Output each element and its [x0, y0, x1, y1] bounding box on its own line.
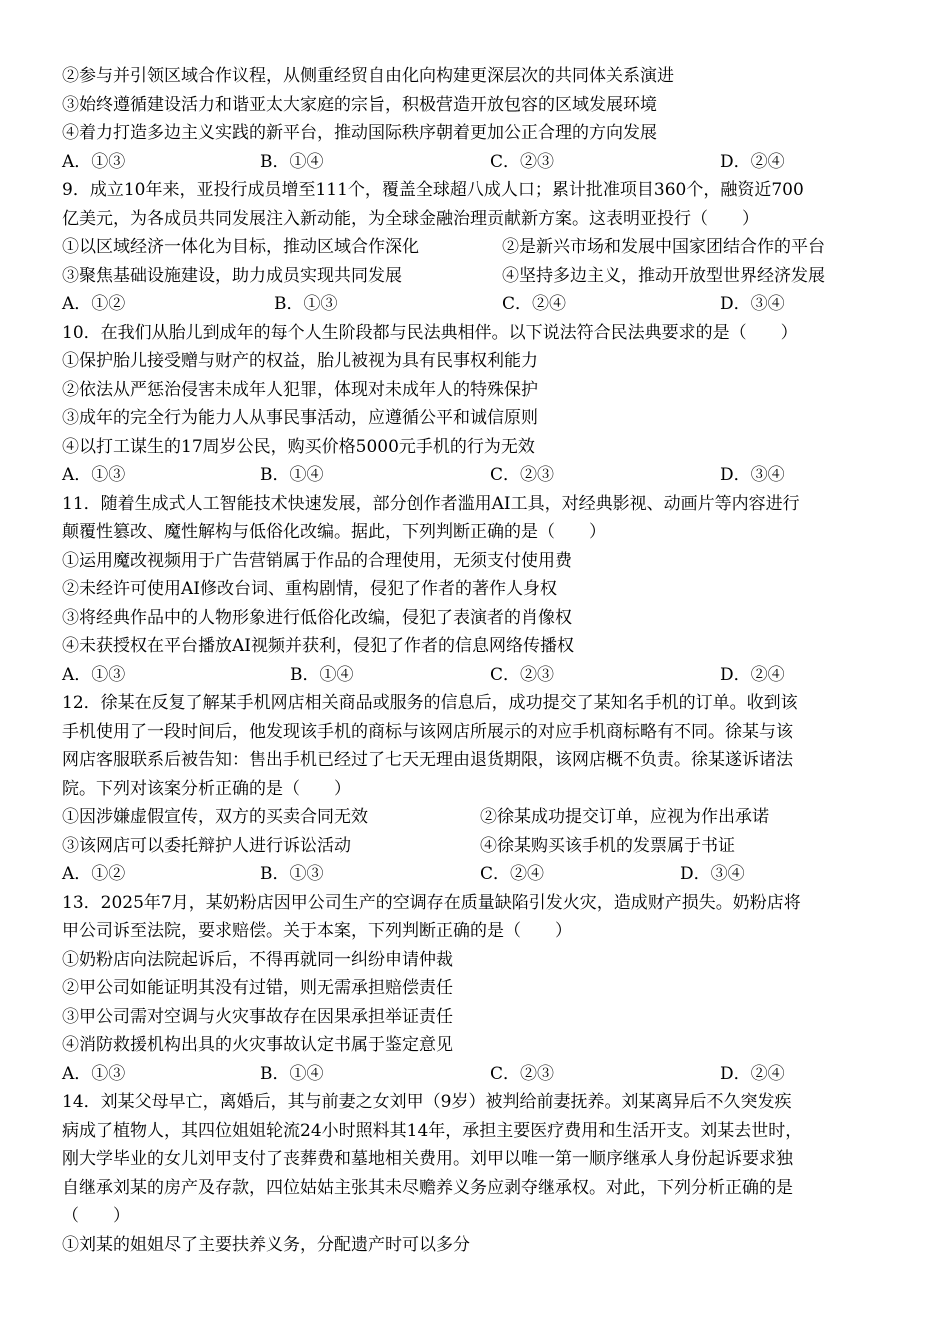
- q8-answer-a[interactable]: A．①③: [62, 151, 126, 172]
- q9-answer-d[interactable]: D．③④: [720, 294, 785, 314]
- q13-answer-row: [62, 1060, 892, 1089]
- q9-option-3: ③聚焦基础设施建设，助力成员实现共同发展: [62, 265, 402, 286]
- q9-answer-b[interactable]: B．①③: [274, 294, 338, 314]
- q9-option-4: ④坚持多边主义，推动开放型世界经济发展: [502, 265, 825, 286]
- q11-option-2: ②未经许可使用AI修改台词、重构剧情，侵犯了作者的著作人身权: [62, 579, 557, 599]
- q12-option-row: [62, 832, 892, 861]
- q10-option-4: ④以打工谋生的17周岁公民，购买价格5000元手机的行为无效: [62, 436, 535, 457]
- q11-answer-d[interactable]: D．②④: [720, 664, 785, 685]
- q10-option-3: ③成年的完全行为能力人从事民事活动，应遵循公平和诚信原则: [62, 408, 538, 428]
- q12-stem-line: 网店客服联系后被告知：售出手机已经过了七天无理由退货期限，该网店概不负责。徐某遂诉诸法: [62, 750, 793, 770]
- q12-option-row: [62, 803, 892, 832]
- q13-option-1: ①奶粉店向法院起诉后，不得再就同一纠纷申请仲裁: [62, 949, 453, 970]
- q10-answer-d[interactable]: D．③④: [720, 465, 785, 485]
- q11-answer-a[interactable]: A．①③: [62, 664, 126, 685]
- q14-stem-line: 病成了植物人，其四位姐姐轮流24小时照料其14年，承担主要医疗费用和生活开支。刘某去世时，: [62, 1120, 803, 1141]
- q13-answer-a[interactable]: A．①③: [62, 1063, 126, 1084]
- q13-option-3: ③甲公司需对空调与火灾事故存在因果承担举证责任: [62, 1006, 453, 1027]
- q12-option-3: ③该网店可以委托辩护人进行诉讼活动: [62, 835, 351, 856]
- q12-stem-line: 12．徐某在反复了解某手机网店相关商品或服务的信息后，成功提交了某知名手机的订单。收到该: [62, 693, 798, 713]
- q9-stem-line: 9．成立10年来，亚投行成员增至111个，覆盖全球超八成人口；累计批准项目360个，融资近700: [62, 180, 804, 200]
- q12-stem-line: 手机使用了一段时间后，他发现该手机的商标与该网店所展示的对应手机商标略有不同。徐某与该: [62, 721, 793, 742]
- q12-answer-a[interactable]: A．①②: [62, 864, 126, 884]
- q10-answer-row: [62, 461, 892, 490]
- q13-stem-line: 13．2025年7月，某奶粉店因甲公司生产的空调存在质量缺陷引发火灾，造成财产损失。奶粉店将: [62, 892, 801, 913]
- q10-answer-c[interactable]: C．②③: [490, 465, 555, 485]
- q10-stem-line: 10．在我们从胎儿到成年的每个人生阶段都与民法典相伴。以下说法符合民法典要求的是（ ）: [62, 322, 798, 343]
- q10-option-1: ①保护胎儿接受赠与财产的权益，胎儿被视为具有民事权利能力: [62, 351, 538, 371]
- q12-answer-b[interactable]: B．①③: [260, 864, 324, 884]
- q8-option-3: ③始终遵循建设活力和谐亚太大家庭的宗旨，积极营造开放包容的区域发展环境: [62, 94, 657, 115]
- q8-answer-c[interactable]: C．②③: [490, 151, 555, 172]
- q11-answer-b[interactable]: B．①④: [290, 664, 354, 685]
- q9-answer-c[interactable]: C．②④: [502, 294, 567, 314]
- q10-answer-b[interactable]: B．①④: [260, 465, 324, 485]
- q10-option-2: ②依法从严惩治侵害未成年人犯罪，体现对未成年人的特殊保护: [62, 379, 538, 400]
- q9-option-2: ②是新兴市场和发展中国家团结合作的平台: [502, 237, 825, 257]
- q8-option-4: ④着力打造多边主义实践的新平台，推动国际秩序朝着更加公正合理的方向发展: [62, 123, 657, 143]
- q14-stem-line: 刚大学毕业的女儿刘甲支付了丧葬费和墓地相关费用。刘甲以唯一第一顺序继承人身份起诉要求独: [62, 1149, 793, 1169]
- q13-option-2: ②甲公司如能证明其没有过错，则无需承担赔偿责任: [62, 978, 453, 998]
- q11-option-4: ④未获授权在平台播放AI视频并获利，侵犯了作者的信息网络传播权: [62, 636, 574, 656]
- q9-stem-line: 亿美元，为各成员共同发展注入新动能，为全球金融治理贡献新方案。这表明亚投行（ ）: [62, 208, 759, 229]
- q12-answer-row: [62, 860, 892, 889]
- q8-option-2: ②参与并引领区域合作议程，从侧重经贸自由化向构建更深层次的共同体关系演进: [62, 66, 674, 86]
- q11-stem-line: 颠覆性篡改、魔性解构与低俗化改编。据此，下列判断正确的是（ ）: [62, 522, 606, 542]
- q13-answer-c[interactable]: C．②③: [490, 1063, 555, 1084]
- q11-answer-row: [62, 661, 892, 690]
- q11-option-3: ③将经典作品中的人物形象进行低俗化改编，侵犯了表演者的肖像权: [62, 607, 572, 628]
- q12-stem-line: 院。下列对该案分析正确的是（ ）: [62, 778, 351, 799]
- q12-answer-d[interactable]: D．③④: [680, 864, 745, 884]
- q8-answer-b[interactable]: B．①④: [260, 151, 324, 172]
- q8-answer-d[interactable]: D．②④: [720, 151, 785, 172]
- q12-answer-c[interactable]: C．②④: [480, 864, 545, 884]
- q9-answer-a[interactable]: A．①②: [62, 294, 126, 314]
- q12-option-4: ④徐某购买该手机的发票属于书证: [480, 835, 735, 856]
- q9-option-row: [62, 262, 892, 291]
- q12-option-2: ②徐某成功提交订单，应视为作出承诺: [480, 807, 769, 827]
- q13-stem-line: 甲公司诉至法院，要求赔偿。关于本案，下列判断正确的是（ ）: [62, 921, 572, 941]
- q9-answer-row: [62, 290, 892, 319]
- q9-option-row: [62, 233, 892, 262]
- exam-page: [62, 62, 892, 1259]
- q13-answer-b[interactable]: B．①④: [260, 1063, 324, 1084]
- q12-option-1: ①因涉嫌虚假宣传，双方的买卖合同无效: [62, 807, 368, 827]
- q14-stem-line: 自继承刘某的房产及存款，四位姑姑主张其未尽赡养义务应剥夺继承权。对此，下列分析正确的是: [62, 1177, 793, 1198]
- q11-stem-line: 11．随着生成式人工智能技术快速发展，部分创作者滥用AI工具，对经典影视、动画片等内容进行: [62, 493, 800, 514]
- q14-stem-line: （ ）: [62, 1206, 130, 1226]
- q8-answer-row: [62, 148, 892, 177]
- q9-option-1: ①以区域经济一体化为目标，推动区域合作深化: [62, 237, 419, 257]
- q10-answer-a[interactable]: A．①③: [62, 465, 126, 485]
- q14-option-1: ①刘某的姐姐尽了主要扶养义务，分配遗产时可以多分: [62, 1234, 470, 1255]
- q11-option-1: ①运用魔改视频用于广告营销属于作品的合理使用，无须支付使用费: [62, 550, 572, 571]
- q13-option-4: ④消防救援机构出具的火灾事故认定书属于鉴定意见: [62, 1035, 453, 1055]
- q11-answer-c[interactable]: C．②③: [490, 664, 555, 685]
- q14-stem-line: 14．刘某父母早亡，离婚后，其与前妻之女刘甲（9岁）被判给前妻抚养。刘某离异后不久突发疾: [62, 1092, 792, 1112]
- q13-answer-d[interactable]: D．②④: [720, 1063, 785, 1084]
